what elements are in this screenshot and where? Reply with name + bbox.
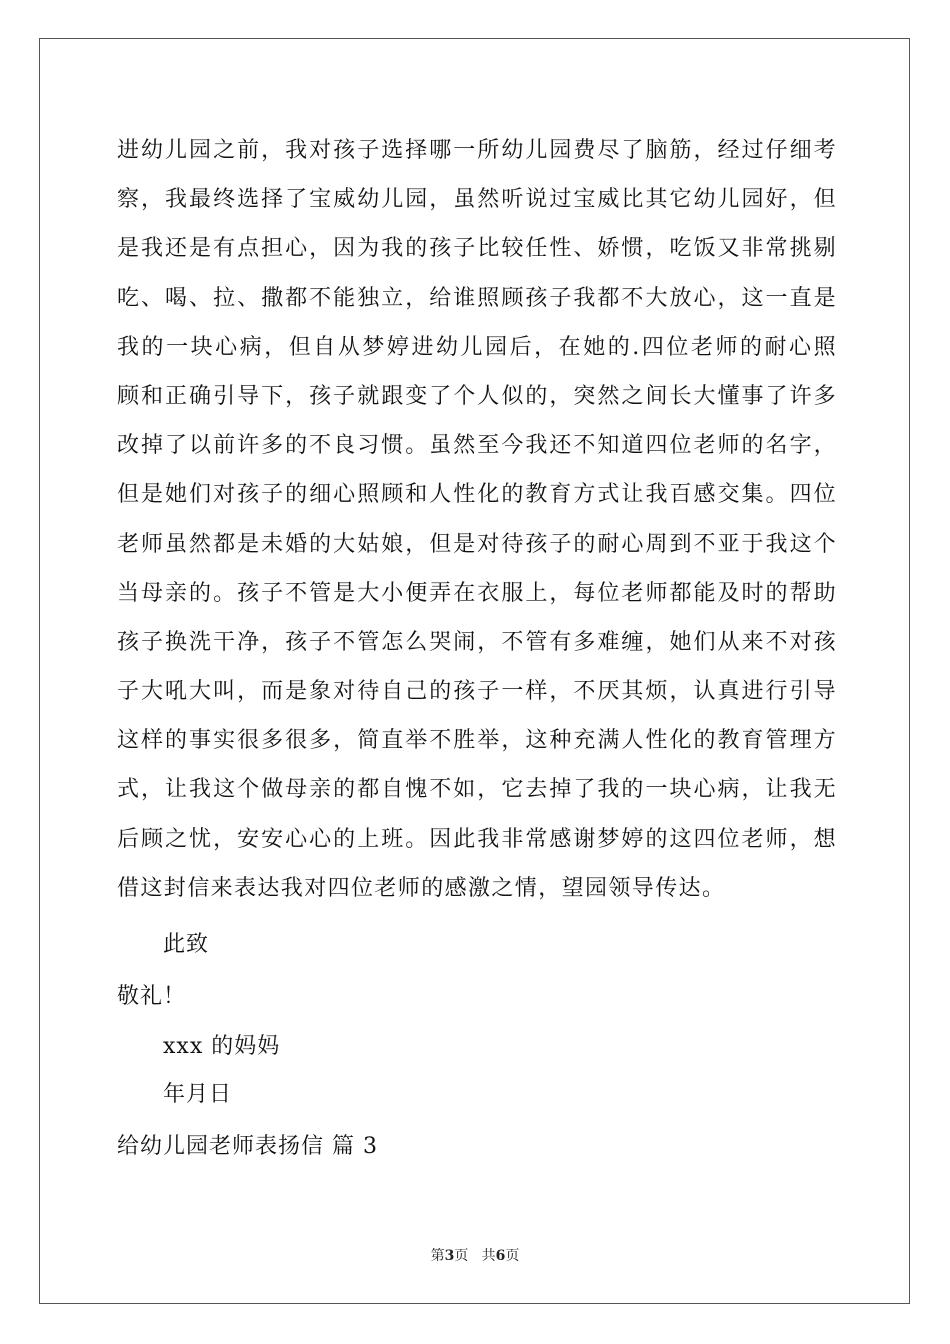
body-line: 但是她们对孩子的细心照顾和人性化的教育方式让我百感交集。四位 xyxy=(117,482,837,508)
body-line: 是我还是有点担心，因为我的孩子比较任性、娇惯，吃饭又非常挑剔 xyxy=(117,236,837,262)
body-line: 借这封信来表达我对四位老师的感激之情，望园领导传达。 xyxy=(117,875,726,901)
closing-respect: 敬礼！ xyxy=(117,984,187,1009)
body-line: 这样的事实很多很多，简直举不胜举，这种充满人性化的教育管理方 xyxy=(117,728,837,754)
body-line: 子大吼大叫，而是象对待自己的孩子一样，不厌其烦，认真进行引导 xyxy=(117,679,837,705)
body-line: 当母亲的。孩子不管是大小便弄在衣服上，每位老师都能及时的帮助 xyxy=(117,580,837,606)
page-footer xyxy=(0,1246,950,1266)
body-line: 进幼儿园之前，我对孩子选择哪一所幼儿园费尽了脑筋，经过仔细考 xyxy=(117,138,837,163)
footer-total-suffix: 页 xyxy=(505,1248,520,1264)
signature: xxx 的妈妈 xyxy=(163,1034,281,1059)
body-line: 察，我最终选择了宝威幼儿园，虽然听说过宝威比其它幼儿园好，但 xyxy=(117,187,837,213)
body-line: 孩子换洗干净，孩子不管怎么哭闹，不管有多难缠，她们从来不对孩 xyxy=(117,629,837,655)
page-number: 3 xyxy=(444,1248,455,1264)
body-line: 我的一块心病，但自从梦婷进幼儿园后，在她的.四位老师的耐心照 xyxy=(117,334,837,360)
closing-salutation: 此致 xyxy=(163,932,210,957)
body-line: 后顾之忧，安安心心的上班。因此我非常感谢梦婷的这四位老师，想 xyxy=(117,826,837,852)
section-heading: 给幼儿园老师表扬信 篇 3 xyxy=(117,1134,378,1159)
footer-page-suffix: 页 xyxy=(454,1248,469,1264)
body-line: 改掉了以前许多的不良习惯。虽然至今我还不知道四位老师的名字， xyxy=(117,433,837,459)
body-line: 老师虽然都是未婚的大姑娘，但是对待孩子的耐心周到不亚于我这个 xyxy=(117,531,837,557)
body-line: 式，让我这个做母亲的都自愧不如，它去掉了我的一块心病，让我无 xyxy=(117,777,837,803)
body-line: 吃、喝、拉、撒都不能独立，给谁照顾孩子我都不大放心，这一直是 xyxy=(117,285,837,311)
letter-date: 年月日 xyxy=(163,1082,233,1107)
footer-prefix: 第 xyxy=(430,1248,445,1264)
footer-total-prefix: 共 xyxy=(481,1248,496,1264)
total-pages: 6 xyxy=(495,1248,506,1264)
body-line: 顾和正确引导下，孩子就跟变了个人似的，突然之间长大懂事了许多 xyxy=(117,383,837,409)
letter-body xyxy=(117,126,837,913)
